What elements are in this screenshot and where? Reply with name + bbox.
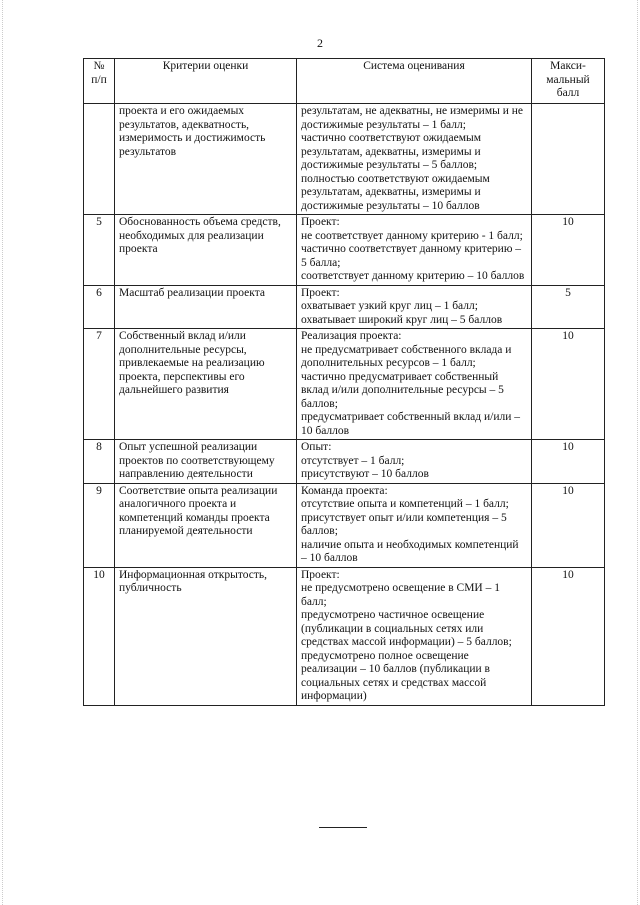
table-row — [84, 567, 605, 705]
row-scoring-system: Проект: не соответствует данному критерию - 1 балл; частично соответствует данному критерию – 5 балла; соответствует данному критерию – 10 баллов — [297, 215, 532, 286]
scan-edge-left — [2, 0, 3, 905]
table-row — [84, 285, 605, 329]
page-number: 2 — [317, 36, 323, 50]
row-scoring-system: Проект: не предусмотрено освещение в СМИ – 1 балл; предусмотрено частичное освещение (публикации в социальных сетях или средствах массой информации) – 5 баллов; предусмотрено полное освещение реализации – 10 баллов (публикации в социальных сетях и средствах массой информации) — [297, 567, 532, 705]
row-number: 7 — [84, 329, 115, 440]
row-number: 9 — [84, 483, 115, 567]
table-row — [84, 215, 605, 286]
row-max-score: 10 — [532, 483, 605, 567]
row-criteria: Информационная открытость, публичность — [115, 567, 297, 705]
row-number: 5 — [84, 215, 115, 286]
row-criteria: Опыт успешной реализации проектов по соответствующему направлению деятельности — [115, 440, 297, 484]
row-number: 6 — [84, 285, 115, 329]
row-number: 10 — [84, 567, 115, 705]
table-row — [84, 440, 605, 484]
row-number — [84, 104, 115, 215]
row-criteria: Собственный вклад и/или дополнительные ресурсы, привлекаемые на реализацию проекта, перспективы его дальнейшего развития — [115, 329, 297, 440]
table-body — [84, 104, 605, 706]
row-criteria: проекта и его ожидаемых результатов, адекватность, измеримость и достижимость результатов — [115, 104, 297, 215]
row-scoring-system: Команда проекта: отсутствие опыта и компетенций – 1 балл; присутствует опыт и/или компетенция – 5 баллов; наличие опыта и необходимых компетенций – 10 баллов — [297, 483, 532, 567]
header-criteria: Критерии оценки — [115, 59, 297, 104]
header-system: Система оценивания — [297, 59, 532, 104]
row-max-score — [532, 104, 605, 215]
table-row — [84, 483, 605, 567]
row-scoring-system: Проект: охватывает узкий круг лиц – 1 балл; охватывает широкий круг лиц – 5 баллов — [297, 285, 532, 329]
row-max-score: 10 — [532, 215, 605, 286]
scan-edge-right — [637, 0, 638, 905]
table-header-row — [84, 59, 605, 104]
row-max-score: 5 — [532, 285, 605, 329]
row-number: 8 — [84, 440, 115, 484]
row-scoring-system: Опыт: отсутствует – 1 балл; присутствуют – 10 баллов — [297, 440, 532, 484]
table-row — [84, 329, 605, 440]
table-row — [84, 104, 605, 215]
end-divider — [319, 827, 367, 828]
row-criteria: Соответствие опыта реализации аналогичного проекта и компетенций команды проекта планируемой деятельности — [115, 483, 297, 567]
criteria-table — [83, 58, 605, 706]
header-max: Макси- мальный балл — [532, 59, 605, 104]
row-criteria: Обоснованность объема средств, необходимых для реализации проекта — [115, 215, 297, 286]
row-scoring-system: результатам, не адекватны, не измеримы и не достижимые результаты – 1 балл; частично соответствуют ожидаемым результатам, адекватны, измеримы и достижимые результаты – 5 баллов; полностью соответствуют ожидаемым результатам, адекватны, измеримы и достижимые результаты – 10 баллов — [297, 104, 532, 215]
row-max-score: 10 — [532, 567, 605, 705]
header-num: № п/п — [84, 59, 115, 104]
row-scoring-system: Реализация проекта: не предусматривает собственного вклада и дополнительных ресурсов – 1 балл; частично предусматривает собственный вклад и/или дополнительные ресурсы – 5 баллов; предусматривает собственный вклад и/или – 10 баллов — [297, 329, 532, 440]
row-max-score: 10 — [532, 440, 605, 484]
row-max-score: 10 — [532, 329, 605, 440]
row-criteria: Масштаб реализации проекта — [115, 285, 297, 329]
